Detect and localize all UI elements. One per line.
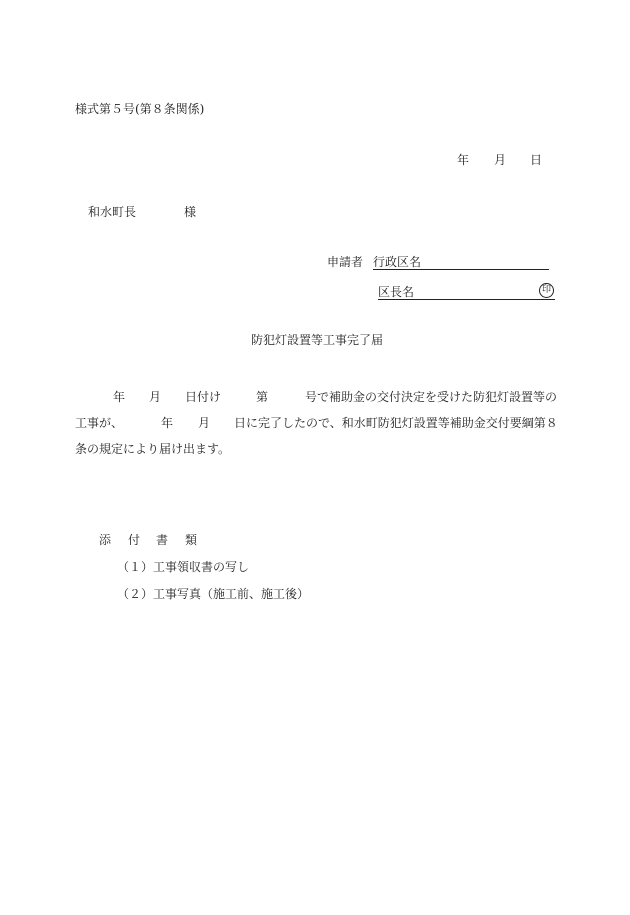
body-text-line-1: 号で補助金の交付決定を受けた防犯灯設置等の <box>305 390 558 404</box>
attachment-item: （２）工事写真（施工前、施工後） <box>117 587 310 601</box>
district-name-label: 行政区名 <box>373 255 422 269</box>
seal-icon: 印 <box>539 283 554 298</box>
body-line-3 <box>75 436 561 462</box>
form-number: 様式第５号(第８条関係) <box>75 102 205 116</box>
attachments-heading-char: 類 <box>185 533 198 547</box>
body-dated-label: 日付け <box>185 390 222 404</box>
chief-name-label: 区長名 <box>378 285 415 299</box>
attachments-heading-char: 書 <box>156 533 169 547</box>
date-month-label: 月 <box>494 153 507 167</box>
body-completion-year-label: 年 <box>161 416 174 430</box>
addressee <box>88 204 197 220</box>
district-name-field <box>373 254 549 270</box>
body-paragraph <box>75 384 561 462</box>
addressee-honorific: 様 <box>184 205 197 219</box>
body-number-prefix: 第 <box>256 390 269 404</box>
applicant-label: 申請者 <box>327 255 364 269</box>
document-title: 防犯灯設置等工事完了届 <box>251 333 384 347</box>
date-day-label: 日 <box>530 153 543 167</box>
date-year-label: 年 <box>457 153 470 167</box>
addressee-name: 和水町長 <box>88 205 137 219</box>
body-text-line-3: 条の規定により届け出ます。 <box>75 442 231 456</box>
body-text-line-2-start: 工事が、 <box>75 416 124 430</box>
body-year-label: 年 <box>113 390 126 404</box>
body-text-line-2: 日に完了したので、和水町防犯灯設置等補助金交付要綱第８ <box>234 416 558 430</box>
attachments-heading-char: 添 <box>99 533 112 547</box>
body-line-1 <box>75 384 561 410</box>
attachment-item: （１）工事領収書の写し <box>117 560 250 574</box>
body-completion-month-label: 月 <box>198 416 211 430</box>
body-month-label: 月 <box>149 390 162 404</box>
chief-name-field <box>378 284 555 300</box>
attachments-heading-char: 付 <box>128 533 141 547</box>
body-line-2 <box>75 410 561 436</box>
